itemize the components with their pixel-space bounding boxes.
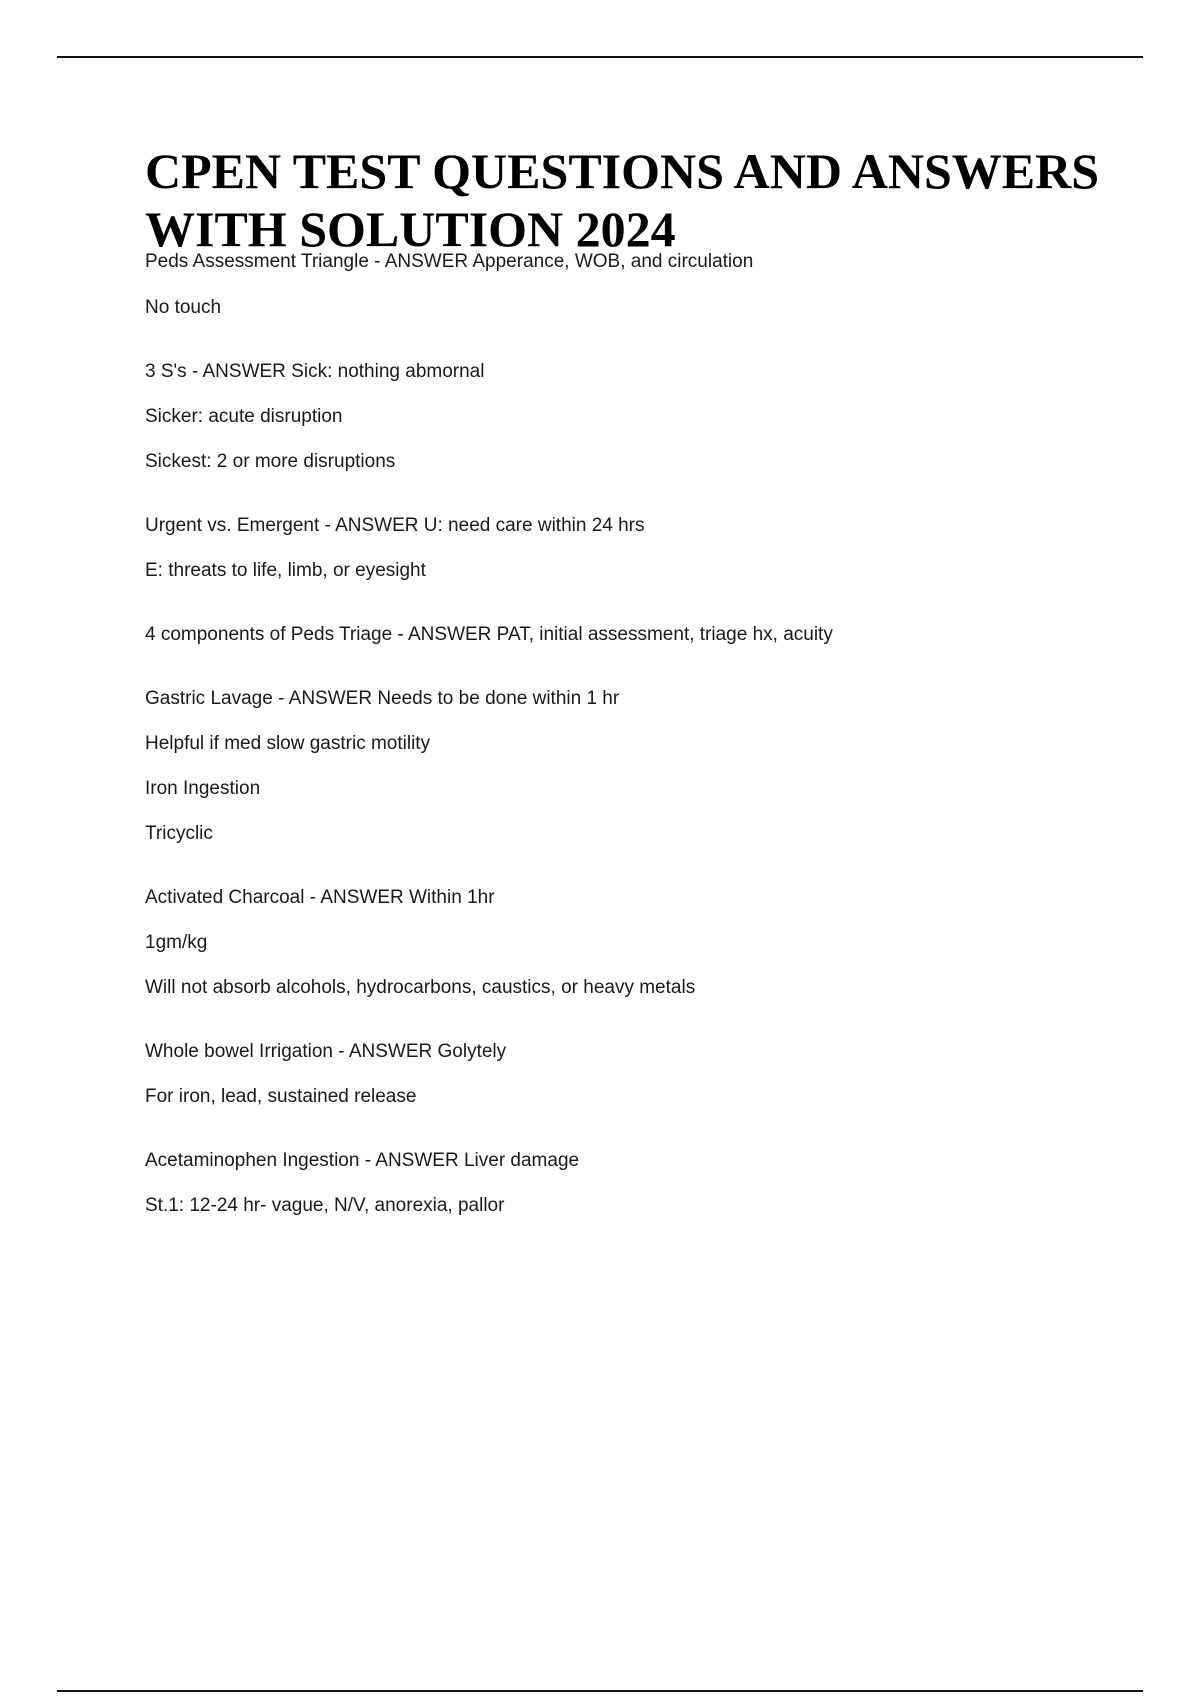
qa-list <box>145 252 1145 1260</box>
qa-answer-line: Iron Ingestion <box>145 778 261 799</box>
qa-term: Peds Assessment Triangle <box>145 251 369 272</box>
qa-entry <box>145 516 1145 581</box>
qa-answer: Needs to be done within 1 hr <box>372 688 620 709</box>
qa-question-line <box>145 1042 1145 1062</box>
qa-separator: - <box>392 624 408 645</box>
qa-answer-line: Sicker: acute disruption <box>145 406 343 427</box>
header-rule <box>57 56 1143 58</box>
qa-term: Acetaminophen Ingestion <box>145 1150 360 1171</box>
qa-question-line <box>145 516 1145 536</box>
qa-term: 3 S's <box>145 361 187 382</box>
qa-question-line <box>145 362 1145 382</box>
qa-separator: - <box>304 887 321 908</box>
qa-question-line <box>145 625 1145 645</box>
qa-answer-line: Sickest: 2 or more disruptions <box>145 451 396 472</box>
page-title: CPEN TEST QUESTIONS AND ANSWERS WITH SOLUTION 2024 <box>145 143 1100 257</box>
qa-separator: - <box>272 688 289 709</box>
answer-label: ANSWER <box>375 1150 459 1171</box>
qa-entry <box>145 689 1145 844</box>
answer-label: ANSWER <box>320 887 404 908</box>
qa-separator: - <box>359 1150 376 1171</box>
qa-question-line <box>145 1151 1145 1171</box>
qa-entry <box>145 625 1145 645</box>
qa-answer-line: 1gm/kg <box>145 932 208 953</box>
answer-label: ANSWER <box>348 1041 433 1062</box>
qa-answer-line: For iron, lead, sustained release <box>145 1086 417 1107</box>
qa-entry <box>145 362 1145 472</box>
qa-question-line <box>145 888 1145 908</box>
qa-answer: Apperance, WOB, and circulation <box>468 251 754 272</box>
qa-answer: PAT, initial assessment, triage hx, acuity <box>491 624 833 645</box>
qa-separator: - <box>319 515 336 536</box>
qa-answer: Within 1hr <box>403 887 495 908</box>
qa-term: Urgent vs. Emergent <box>145 515 320 536</box>
answer-label: ANSWER <box>408 624 492 645</box>
qa-answer: Sick: nothing abmornal <box>285 361 485 382</box>
qa-entry <box>145 1042 1145 1107</box>
qa-separator: - <box>332 1041 349 1062</box>
qa-answer-line: Will not absorb alcohols, hydrocarbons, caustics, or heavy metals <box>145 977 696 998</box>
answer-label: ANSWER <box>335 515 419 536</box>
qa-term: 4 components of Peds Triage <box>145 624 393 645</box>
qa-answer-line: Tricyclic <box>145 823 213 844</box>
qa-question-line <box>145 689 1145 709</box>
answer-label: ANSWER <box>384 251 469 272</box>
qa-answer: Golytely <box>432 1041 507 1062</box>
qa-answer-line: St.1: 12-24 hr- vague, N/V, anorexia, pallor <box>145 1195 505 1216</box>
answer-label: ANSWER <box>288 688 373 709</box>
qa-entry <box>145 252 1145 318</box>
qa-term: Activated Charcoal <box>145 887 305 908</box>
qa-answer-line: No touch <box>145 297 222 318</box>
footer-rule <box>57 1690 1143 1692</box>
qa-answer-line: Helpful if med slow gastric motility <box>145 733 431 754</box>
qa-entry <box>145 888 1145 998</box>
qa-separator: - <box>186 361 203 382</box>
qa-entry <box>145 1151 1145 1216</box>
qa-answer: Liver damage <box>458 1150 580 1171</box>
qa-term: Whole bowel Irrigation <box>145 1041 333 1062</box>
answer-label: ANSWER <box>202 361 286 382</box>
qa-separator: - <box>368 251 385 272</box>
qa-term: Gastric Lavage <box>145 688 273 709</box>
qa-question-line <box>145 252 1145 272</box>
qa-answer-line: E: threats to life, limb, or eyesight <box>145 560 426 581</box>
qa-answer: U: need care within 24 hrs <box>418 515 645 536</box>
